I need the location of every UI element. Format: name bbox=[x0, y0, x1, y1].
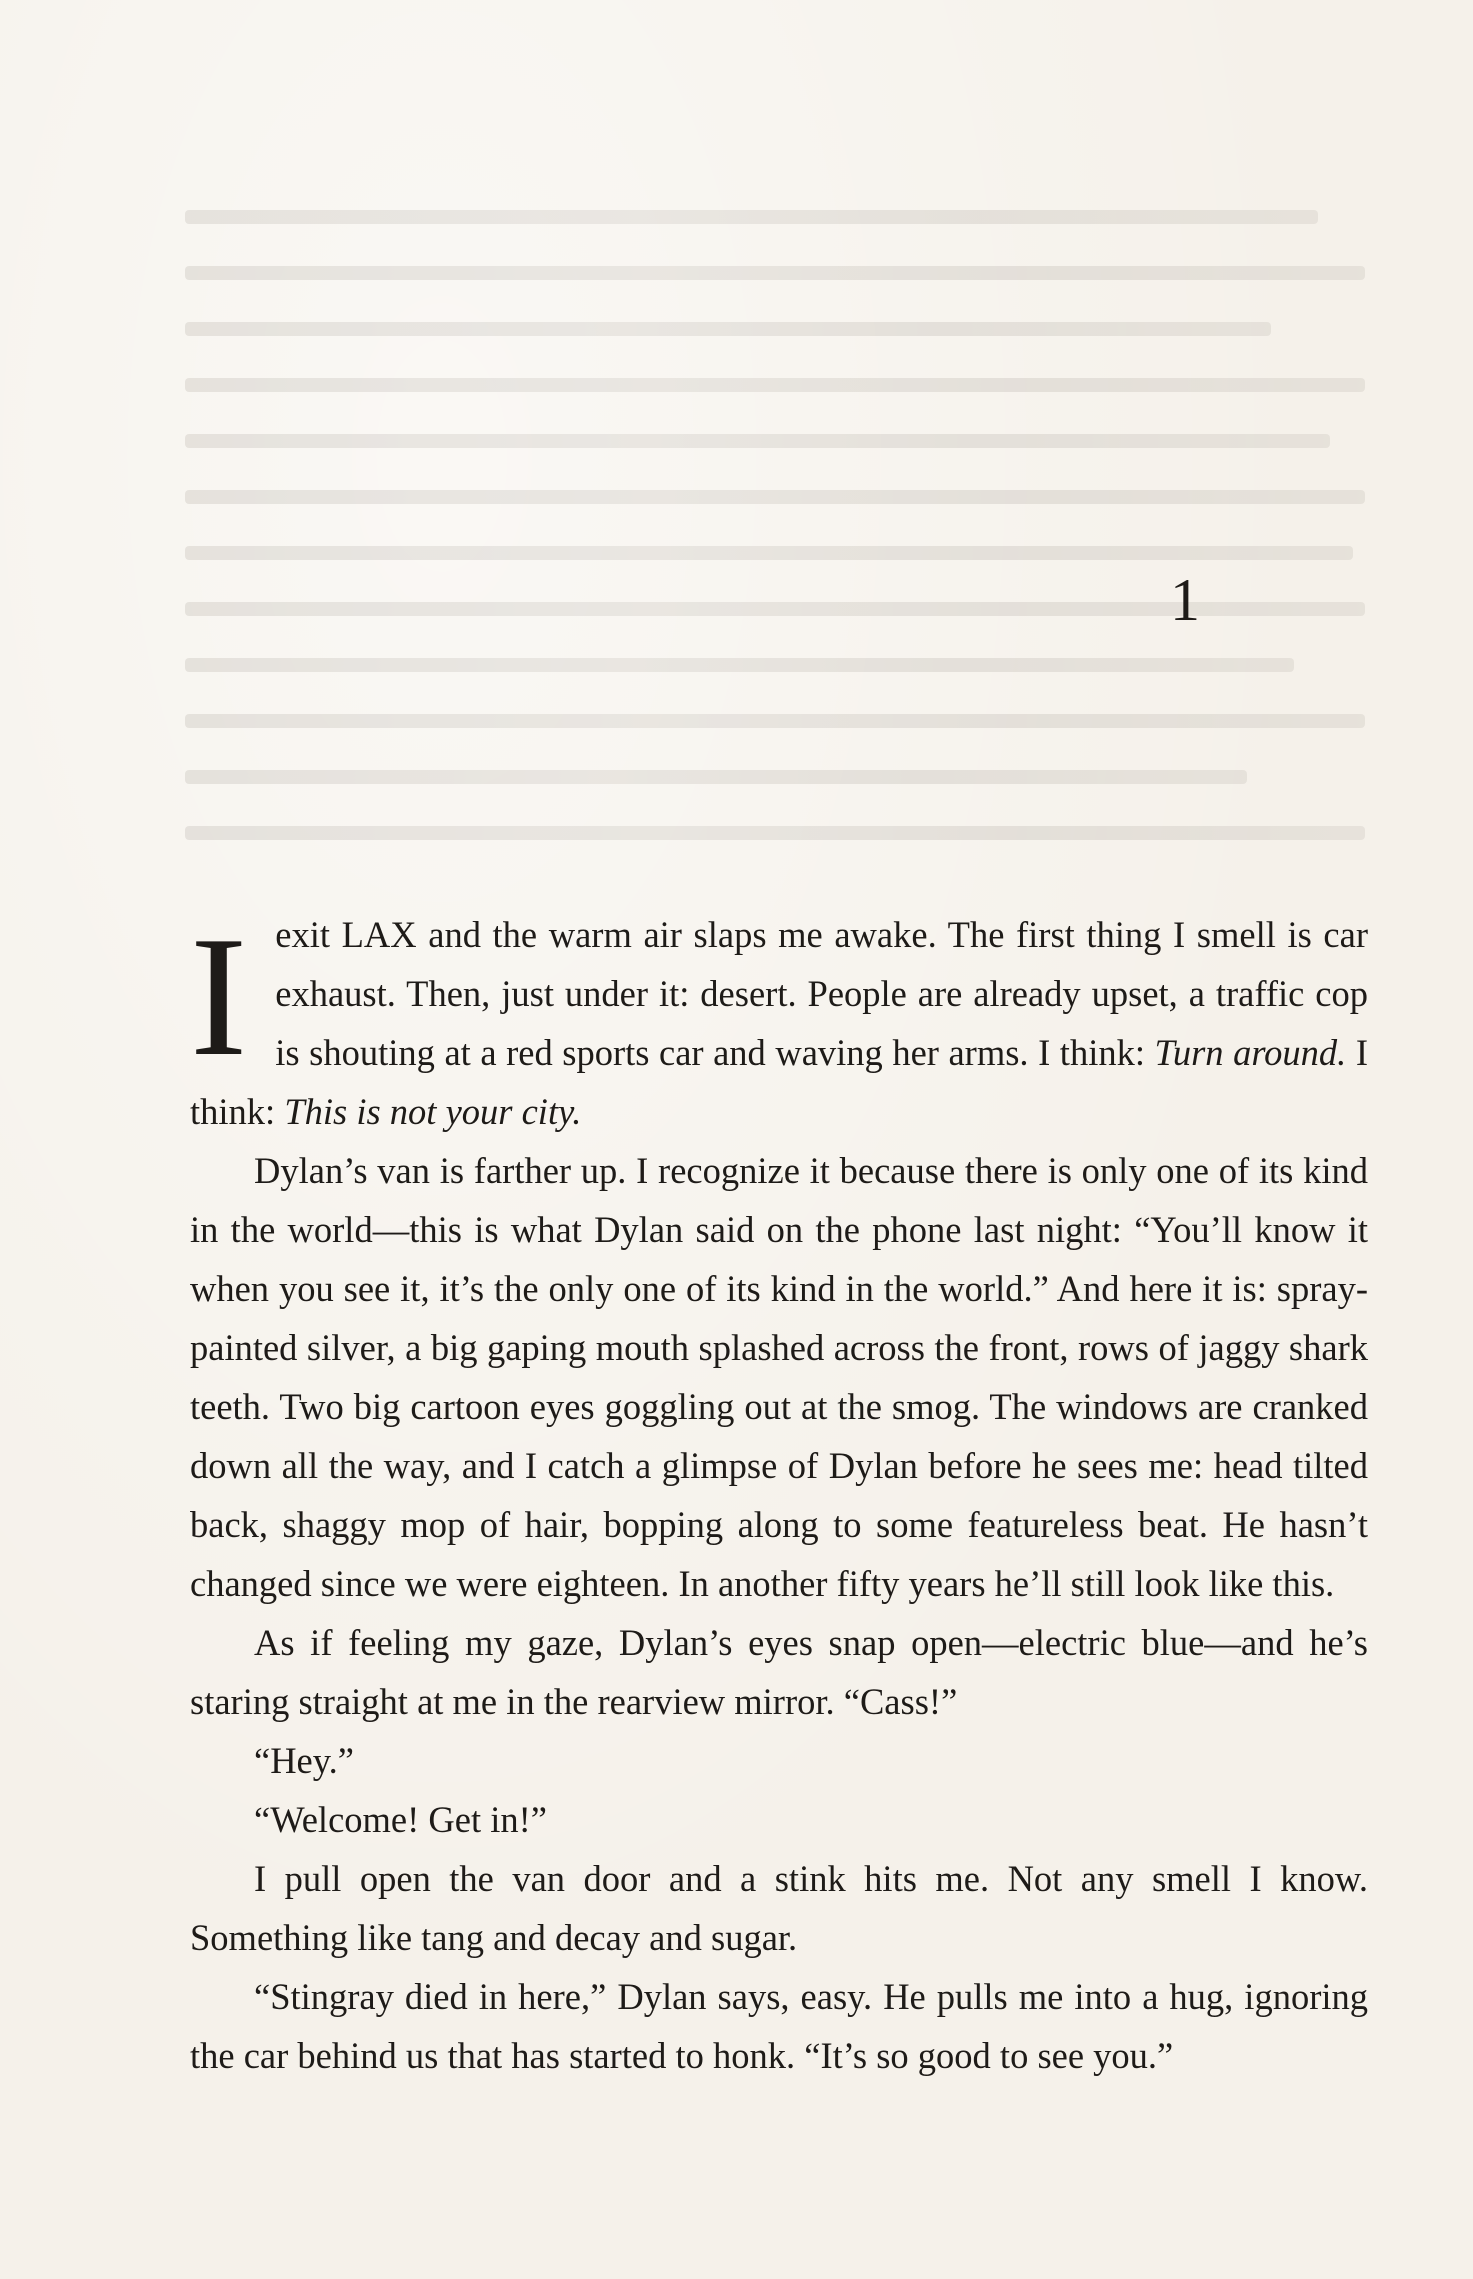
drop-cap: I bbox=[190, 902, 248, 1092]
paragraph: “Hey.” bbox=[254, 1740, 354, 1781]
show-through-text bbox=[185, 210, 1365, 910]
opening-text: exit LAX and the warm air slaps me awake. The first thing I smell is car exhaust. Then, just under it: desert. People are already upset, a traffic cop is shouting at a red sports car and waving her arms. I think: bbox=[275, 914, 1368, 1073]
chapter-number: 1 bbox=[1170, 567, 1200, 633]
paragraph: Dylan’s van is farther up. I recognize it because there is only one of its kind in the world—this is what Dylan said on the phone last night: “You’ll know it when you see it, it’s the only one of its kind in the world.” And here it is: spray-painted silver, a big gaping mouth splashed across the front, rows of jaggy shark teeth. Two big cartoon eyes goggling out at the smog. The windows are cranked down all the way, and I catch a glimpse of Dylan before he sees me: head tilted back, shaggy mop of hair, bopping along to some featureless beat. He hasn’t changed since we were eighteen. In another fifty years he’ll still look like this. bbox=[190, 1150, 1368, 1604]
opening-paragraph bbox=[190, 902, 1368, 1141]
chapter-body bbox=[190, 902, 1368, 2085]
paragraph: I pull open the van door and a stink hits me. Not any smell I know. Something like tang and decay and sugar. bbox=[190, 1858, 1368, 1958]
opening-italic-1: Turn around. bbox=[1154, 1032, 1347, 1073]
paragraph: As if feeling my gaze, Dylan’s eyes snap open—electric blue—and he’s staring straight at me in the rearview mirror. “Cass!” bbox=[190, 1622, 1368, 1722]
paragraph: “Welcome! Get in!” bbox=[254, 1799, 547, 1840]
paragraph: “Stingray died in here,” Dylan says, easy. He pulls me into a hug, ignoring the car behind us that has started to honk. “It’s so good to see you.” bbox=[190, 1976, 1368, 2076]
opening-text-between: I think: bbox=[190, 1032, 1368, 1132]
opening-italic-2: This is not your city. bbox=[284, 1091, 582, 1132]
